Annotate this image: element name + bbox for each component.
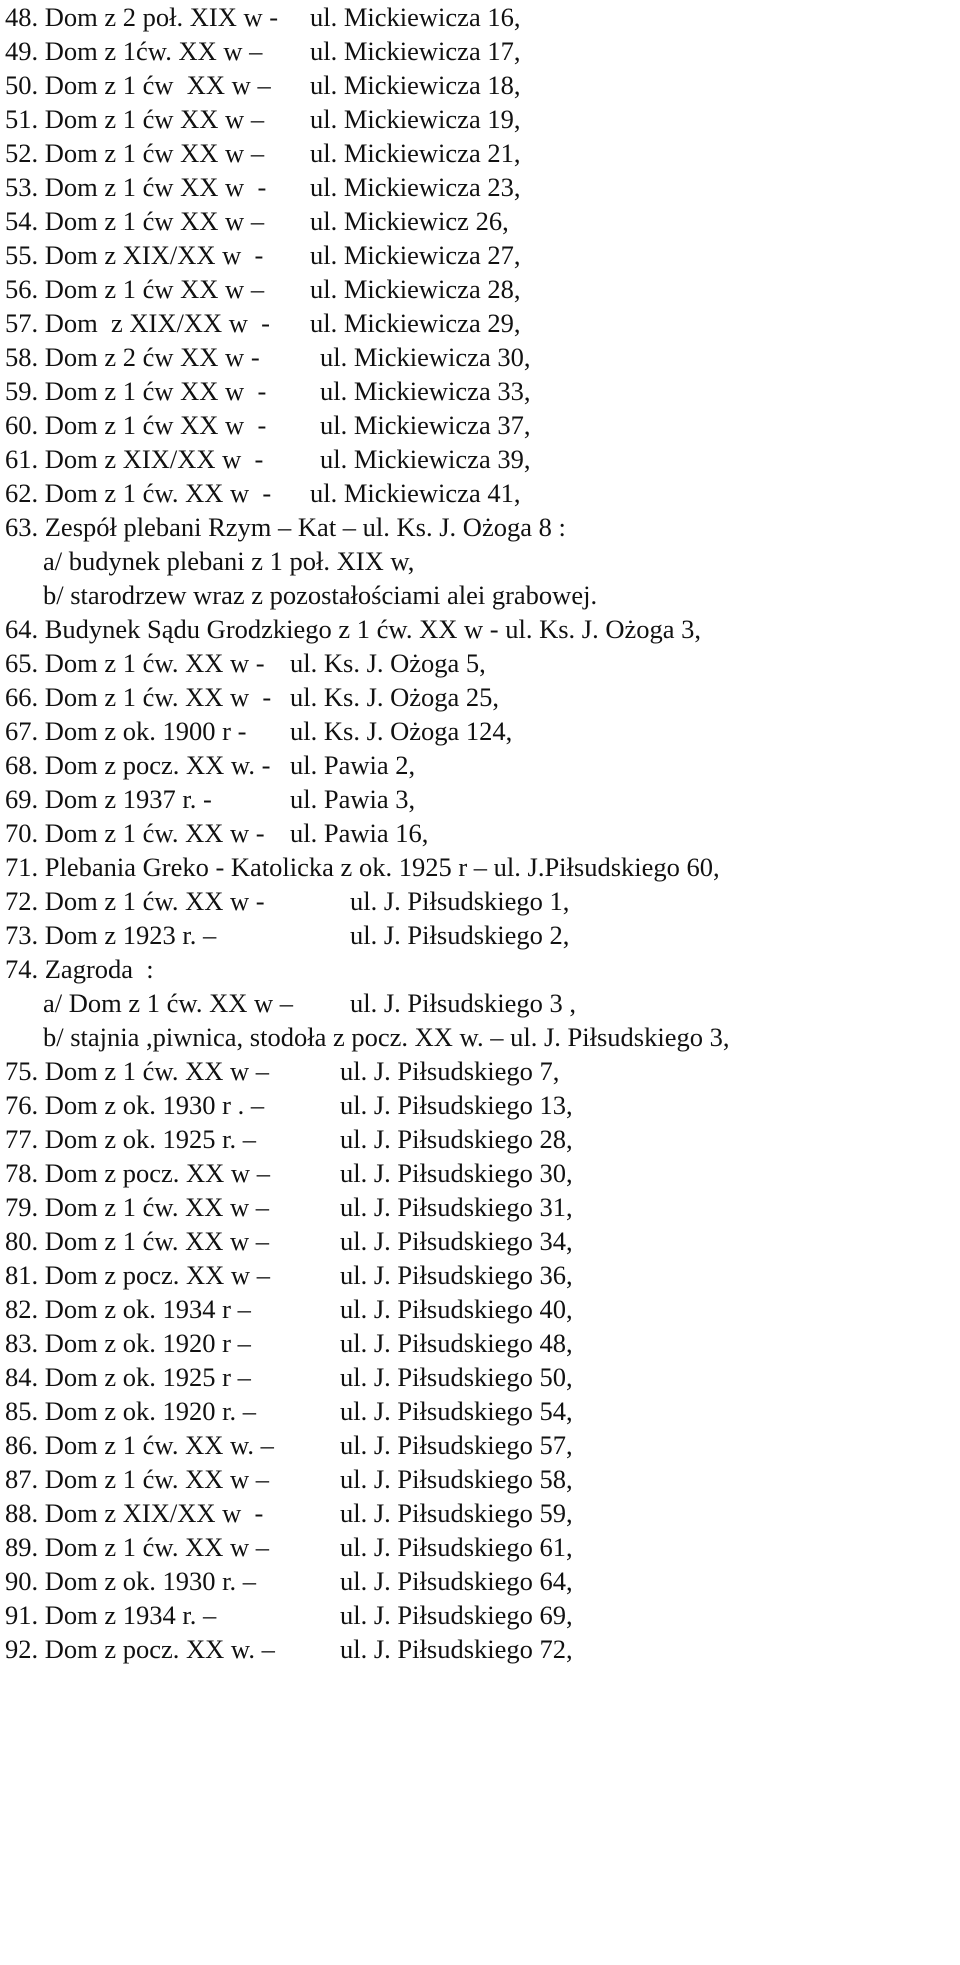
list-item xyxy=(5,1632,955,1666)
item-description: 88. Dom z XIX/XX w - xyxy=(5,1498,264,1528)
item-address: ul. J. Piłsudskiego 30, xyxy=(340,1158,573,1188)
list-item xyxy=(5,1360,955,1394)
list-item xyxy=(5,1428,955,1462)
list-item xyxy=(5,986,955,1020)
item-description: 60. Dom z 1 ćw XX w - xyxy=(5,410,267,440)
list-item xyxy=(5,1462,955,1496)
item-description: 50. Dom z 1 ćw XX w – xyxy=(5,70,271,100)
item-description: 84. Dom z ok. 1925 r – xyxy=(5,1362,251,1392)
list-item xyxy=(5,850,955,884)
item-description: 76. Dom z ok. 1930 r . – xyxy=(5,1090,265,1120)
list-item xyxy=(5,748,955,782)
item-description: 56. Dom z 1 ćw XX w – xyxy=(5,274,265,304)
list-item xyxy=(5,374,955,408)
list-item xyxy=(5,136,955,170)
list-item xyxy=(5,1088,955,1122)
item-description: 75. Dom z 1 ćw. XX w – xyxy=(5,1056,269,1086)
item-address: ul. Mickiewicza 16, xyxy=(310,2,521,32)
item-address: ul. J. Piłsudskiego 31, xyxy=(340,1192,573,1222)
list-item xyxy=(5,1190,955,1224)
item-description: 85. Dom z ok. 1920 r. – xyxy=(5,1396,256,1426)
item-description: 70. Dom z 1 ćw. XX w - xyxy=(5,818,265,848)
list-item xyxy=(5,68,955,102)
item-description: 89. Dom z 1 ćw. XX w – xyxy=(5,1532,269,1562)
list-item xyxy=(5,510,955,544)
item-address: ul. J. Piłsudskiego 58, xyxy=(340,1464,573,1494)
item-address: ul. J. Piłsudskiego 72, xyxy=(340,1634,573,1664)
list-item xyxy=(5,1496,955,1530)
item-description: 53. Dom z 1 ćw XX w - xyxy=(5,172,267,202)
item-address: ul. J. Piłsudskiego 36, xyxy=(340,1260,573,1290)
list-item xyxy=(5,1564,955,1598)
list-item xyxy=(5,952,955,986)
item-address: ul. J. Piłsudskiego 7, xyxy=(340,1056,560,1086)
list-item xyxy=(5,1292,955,1326)
list-item xyxy=(5,918,955,952)
list-item xyxy=(5,238,955,272)
item-description: 66. Dom z 1 ćw. XX w - xyxy=(5,682,272,712)
item-description: 72. Dom z 1 ćw. XX w - xyxy=(5,886,265,916)
item-description: 86. Dom z 1 ćw. XX w. – xyxy=(5,1430,274,1460)
item-address: ul. Mickiewicza 41, xyxy=(310,478,521,508)
list-item xyxy=(5,816,955,850)
item-address: ul. Mickiewicza 37, xyxy=(320,410,531,440)
item-description: 69. Dom z 1937 r. - xyxy=(5,784,212,814)
item-address: ul. Mickiewicza 39, xyxy=(320,444,531,474)
item-address: ul. J. Piłsudskiego 28, xyxy=(340,1124,573,1154)
item-description: 54. Dom z 1 ćw XX w – xyxy=(5,206,265,236)
item-description: 49. Dom z 1ćw. XX w – xyxy=(5,36,263,66)
item-address: ul. Pawia 2, xyxy=(290,750,416,780)
item-description: 68. Dom z pocz. XX w. - xyxy=(5,750,271,780)
list-item xyxy=(5,1020,955,1054)
item-address: ul. J. Piłsudskiego 2, xyxy=(350,920,570,950)
item-address: ul. Ks. J. Ożoga 25, xyxy=(290,682,500,712)
item-address: ul. Mickiewicza 18, xyxy=(310,70,521,100)
item-address: ul. J. Piłsudskiego 1, xyxy=(350,886,570,916)
item-address: ul. J. Piłsudskiego 3 , xyxy=(350,988,577,1018)
item-description: 82. Dom z ok. 1934 r – xyxy=(5,1294,251,1324)
item-description: 51. Dom z 1 ćw XX w – xyxy=(5,104,265,134)
list-item xyxy=(5,1258,955,1292)
list-item xyxy=(5,1598,955,1632)
item-description: 77. Dom z ok. 1925 r. – xyxy=(5,1124,256,1154)
item-address: ul. Mickiewicza 33, xyxy=(320,376,531,406)
item-address: ul. Ks. J. Ożoga 5, xyxy=(290,648,486,678)
item-description: 61. Dom z XIX/XX w - xyxy=(5,444,264,474)
list-item xyxy=(5,476,955,510)
item-description: 52. Dom z 1 ćw XX w – xyxy=(5,138,265,168)
item-address: ul. J. Piłsudskiego 34, xyxy=(340,1226,573,1256)
item-description: 80. Dom z 1 ćw. XX w – xyxy=(5,1226,269,1256)
item-description: 67. Dom z ok. 1900 r - xyxy=(5,716,247,746)
item-address: ul. J. Piłsudskiego 48, xyxy=(340,1328,573,1358)
item-description: 74. Zagroda : xyxy=(5,954,154,984)
item-description: b/ stajnia ,piwnica, stodoła z pocz. XX w. – ul. J. Piłsudskiego 3, xyxy=(43,1022,730,1052)
item-address: ul. Mickiewicza 30, xyxy=(320,342,531,372)
item-address: ul. Mickiewicza 19, xyxy=(310,104,521,134)
list-item xyxy=(5,340,955,374)
list-item xyxy=(5,782,955,816)
document-page xyxy=(5,0,955,1666)
list-item xyxy=(5,1156,955,1190)
item-address: ul. Pawia 3, xyxy=(290,784,416,814)
list-item xyxy=(5,408,955,442)
item-description: 65. Dom z 1 ćw. XX w - xyxy=(5,648,265,678)
list-item xyxy=(5,102,955,136)
list-item xyxy=(5,1530,955,1564)
item-address: ul. Mickiewicza 29, xyxy=(310,308,521,338)
item-description: 58. Dom z 2 ćw XX w - xyxy=(5,342,260,372)
list-item xyxy=(5,204,955,238)
item-description: 57. Dom z XIX/XX w - xyxy=(5,308,270,338)
item-description: 81. Dom z pocz. XX w – xyxy=(5,1260,270,1290)
item-address: ul. Mickiewicza 23, xyxy=(310,172,521,202)
item-description: 92. Dom z pocz. XX w. – xyxy=(5,1634,275,1664)
item-address: ul. J. Piłsudskiego 13, xyxy=(340,1090,573,1120)
item-description: 63. Zespół plebani Rzym – Kat – ul. Ks. J. Ożoga 8 : xyxy=(5,512,566,542)
item-address: ul. Mickiewicza 17, xyxy=(310,36,521,66)
item-description: 59. Dom z 1 ćw XX w - xyxy=(5,376,267,406)
item-description: 71. Plebania Greko - Katolicka z ok. 1925 r – ul. J.Piłsudskiego 60, xyxy=(5,852,720,882)
list-item xyxy=(5,1326,955,1360)
item-address: ul. J. Piłsudskiego 50, xyxy=(340,1362,573,1392)
item-address: ul. J. Piłsudskiego 57, xyxy=(340,1430,573,1460)
item-description: 55. Dom z XIX/XX w - xyxy=(5,240,264,270)
item-description: 90. Dom z ok. 1930 r. – xyxy=(5,1566,256,1596)
list-item xyxy=(5,884,955,918)
item-description: a/ Dom z 1 ćw. XX w – xyxy=(43,988,293,1018)
item-description: 62. Dom z 1 ćw. XX w - xyxy=(5,478,272,508)
list-item xyxy=(5,1224,955,1258)
item-address: ul. J. Piłsudskiego 61, xyxy=(340,1532,573,1562)
item-address: ul. Pawia 16, xyxy=(290,818,429,848)
item-description: 78. Dom z pocz. XX w – xyxy=(5,1158,270,1188)
list-item xyxy=(5,1054,955,1088)
item-description: a/ budynek plebani z 1 poł. XIX w, xyxy=(43,546,415,576)
item-address: ul. Ks. J. Ożoga 124, xyxy=(290,716,513,746)
list-item xyxy=(5,34,955,68)
item-description: 83. Dom z ok. 1920 r – xyxy=(5,1328,251,1358)
list-item xyxy=(5,1394,955,1428)
item-description: 79. Dom z 1 ćw. XX w – xyxy=(5,1192,269,1222)
item-address: ul. Mickiewicza 21, xyxy=(310,138,521,168)
item-description: 91. Dom z 1934 r. – xyxy=(5,1600,217,1630)
item-description: 64. Budynek Sądu Grodzkiego z 1 ćw. XX w - ul. Ks. J. Ożoga 3, xyxy=(5,614,702,644)
item-description: 48. Dom z 2 poł. XIX w - xyxy=(5,2,279,32)
list-item xyxy=(5,170,955,204)
list-item xyxy=(5,442,955,476)
list-item xyxy=(5,544,955,578)
item-address: ul. J. Piłsudskiego 40, xyxy=(340,1294,573,1324)
item-address: ul. Mickiewicz 26, xyxy=(310,206,509,236)
list-item xyxy=(5,306,955,340)
item-description: 87. Dom z 1 ćw. XX w – xyxy=(5,1464,269,1494)
item-address: ul. Mickiewicza 27, xyxy=(310,240,521,270)
item-address: ul. Mickiewicza 28, xyxy=(310,274,521,304)
item-address: ul. J. Piłsudskiego 54, xyxy=(340,1396,573,1426)
list-item xyxy=(5,578,955,612)
item-description: b/ starodrzew wraz z pozostałościami alei grabowej. xyxy=(43,580,598,610)
item-address: ul. J. Piłsudskiego 69, xyxy=(340,1600,573,1630)
list-item xyxy=(5,272,955,306)
item-address: ul. J. Piłsudskiego 59, xyxy=(340,1498,573,1528)
list-item xyxy=(5,714,955,748)
list-item xyxy=(5,0,955,34)
list-item xyxy=(5,1122,955,1156)
list-item xyxy=(5,646,955,680)
list-item xyxy=(5,612,955,646)
list-item xyxy=(5,680,955,714)
item-description: 73. Dom z 1923 r. – xyxy=(5,920,217,950)
item-address: ul. J. Piłsudskiego 64, xyxy=(340,1566,573,1596)
